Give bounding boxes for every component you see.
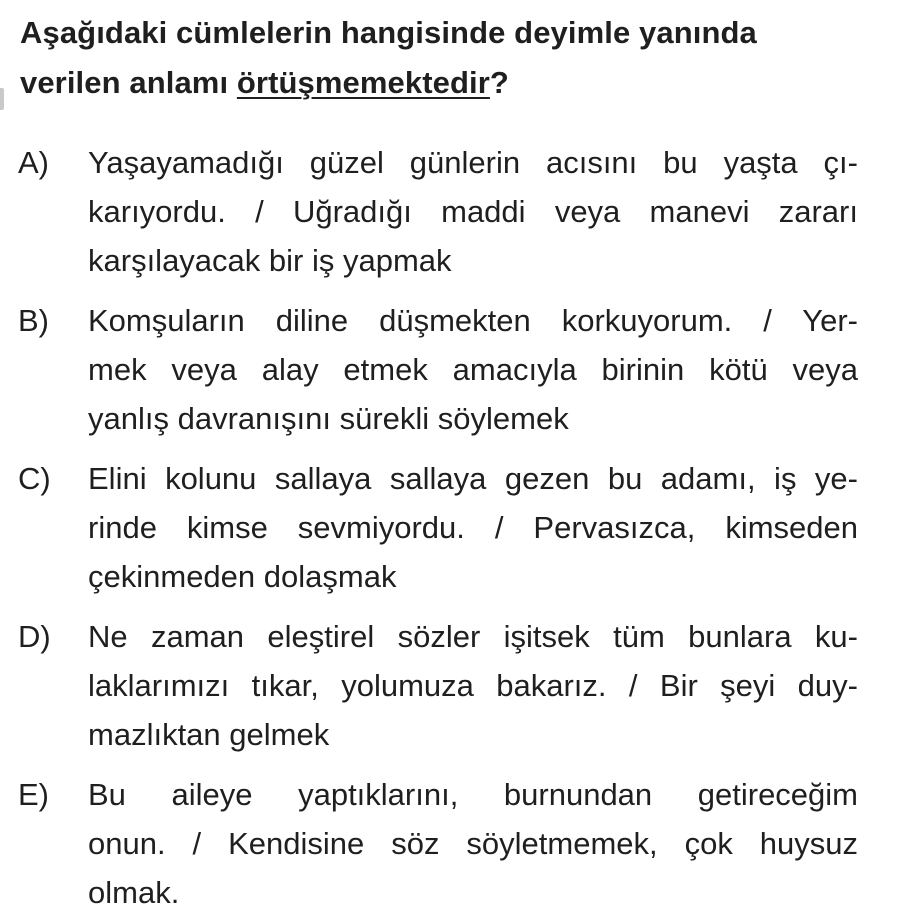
option-e-letter: E) xyxy=(18,777,49,812)
option-a-line-1: Yaşayamadığı güzel günlerin acısını bu yaşta çı- xyxy=(88,145,858,180)
option-e-line-3: olmak. xyxy=(88,875,180,910)
question-line-1: Aşağıdaki cümlelerin hangisinde deyimle yanında xyxy=(20,15,757,50)
option-b-letter: B) xyxy=(18,303,49,338)
option-b-line-1: Komşuların diline düşmekten korkuyorum. / Yer- xyxy=(88,303,858,338)
question-mark: ? xyxy=(489,65,509,100)
option-d-line-2: laklarımızı tıkar, yolumuza bakarız. / Bir şeyi duy- xyxy=(88,668,858,703)
option-c-letter: C) xyxy=(18,461,51,496)
option-c-line-1: Elini kolunu sallaya sallaya gezen bu adamı, iş ye- xyxy=(88,461,858,496)
option-d[interactable] xyxy=(18,612,858,759)
option-a[interactable] xyxy=(18,138,858,285)
option-e-line-2: onun. / Kendisine söz söyletmemek, çok huysuz xyxy=(88,826,858,861)
option-d-line-1: Ne zaman eleştirel sözler işitsek tüm bunlara ku- xyxy=(88,619,858,654)
option-b-line-3: yanlış davranışını sürekli söylemek xyxy=(88,401,569,436)
page-edge-mark xyxy=(0,88,4,110)
question-line-2-start: verilen anlamı xyxy=(20,65,237,100)
option-c-line-2: rinde kimse sevmiyordu. / Pervasızca, kimseden xyxy=(88,510,858,545)
option-e-line-1: Bu aileye yaptıklarını, burnundan getireceğim xyxy=(88,777,858,812)
option-e[interactable] xyxy=(18,770,858,917)
option-a-line-2: karıyordu. / Uğradığı maddi veya manevi zararı xyxy=(88,194,858,229)
option-d-line-3: mazlıktan gelmek xyxy=(88,717,330,752)
question-stem xyxy=(20,8,900,108)
option-c[interactable] xyxy=(18,454,858,601)
option-b-line-2: mek veya alay etmek amacıyla birinin kötü veya xyxy=(88,352,858,387)
question-emphasis: örtüşmemektedir xyxy=(236,65,490,100)
option-d-letter: D) xyxy=(18,619,51,654)
option-c-line-3: çekinmeden dolaşmak xyxy=(88,559,397,594)
option-a-letter: A) xyxy=(18,145,49,180)
option-b[interactable] xyxy=(18,296,858,443)
option-a-line-3: karşılayacak bir iş yapmak xyxy=(88,243,452,278)
